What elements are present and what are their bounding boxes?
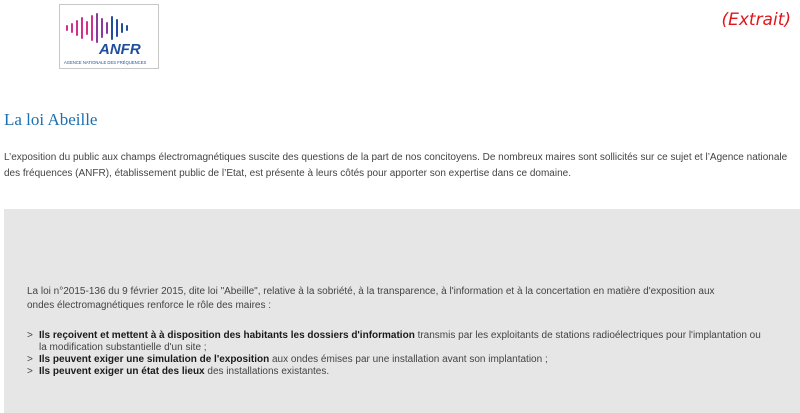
logo-tagline: AGENCE NATIONALE DES FRÉQUENCES bbox=[64, 60, 147, 65]
signal-bar bbox=[81, 17, 83, 39]
signal-bar bbox=[106, 22, 108, 34]
list-item bbox=[27, 366, 767, 378]
signal-bar bbox=[116, 19, 118, 37]
anfr-logo-graphic bbox=[60, 5, 158, 68]
law-paragraph: La loi n°2015-136 du 9 février 2015, dite loi "Abeille", relative à la sobriété, à la transparence, à l'information et à la concertation en matière d'exposition aux ondes électromagnétiques renforce le rôle des maires : bbox=[27, 286, 715, 311]
bullet-marker: > bbox=[27, 366, 33, 377]
signal-bar bbox=[121, 23, 123, 33]
signal-bar bbox=[86, 21, 88, 35]
bullet-marker: > bbox=[27, 354, 33, 365]
signal-bar bbox=[66, 25, 68, 31]
bullet-text: aux ondes émises par une installation avant son implantation ; bbox=[269, 354, 548, 365]
signal-bar bbox=[71, 23, 73, 33]
page-title: La loi Abeille bbox=[4, 110, 98, 129]
extract-label: (Extrait) bbox=[721, 10, 791, 30]
signal-bar bbox=[76, 20, 78, 36]
signal-waves-icon bbox=[66, 13, 128, 43]
signal-bar bbox=[126, 25, 128, 31]
list-item bbox=[27, 330, 767, 354]
law-panel bbox=[4, 209, 800, 413]
signal-bar bbox=[111, 16, 113, 40]
bullet-bold: Ils peuvent exiger un état des lieux bbox=[39, 366, 205, 377]
logo-brand: ANFR bbox=[99, 41, 141, 58]
mayor-powers-list bbox=[27, 330, 767, 378]
bullet-bold: Ils peuvent exiger une simulation de l'exposition bbox=[39, 354, 270, 365]
bullet-text: des installations existantes. bbox=[204, 366, 330, 377]
signal-bar bbox=[101, 18, 103, 38]
signal-bar bbox=[91, 15, 93, 41]
list-item bbox=[27, 354, 767, 366]
anfr-logo bbox=[59, 4, 159, 69]
bullet-text: transmis par les exploitants de stations radioélectriques pour l'implantation ou la modification substantielle d'un site ; bbox=[39, 330, 761, 353]
bullet-marker: > bbox=[27, 330, 33, 341]
intro-paragraph: L’exposition du public aux champs électromagnétiques suscite des questions de la part de nos concitoyens. De nombreux maires sont sollicités sur ce sujet et l’Agence nationale des fréquences (ANFR), établissement public de l’Etat, est présente à leurs côtés pour apporter son expertise dans ce domaine. bbox=[4, 152, 788, 179]
bullet-bold: Ils reçoivent et mettent à à disposition des habitants les dossiers d'information bbox=[39, 330, 415, 341]
signal-bar bbox=[96, 13, 98, 43]
